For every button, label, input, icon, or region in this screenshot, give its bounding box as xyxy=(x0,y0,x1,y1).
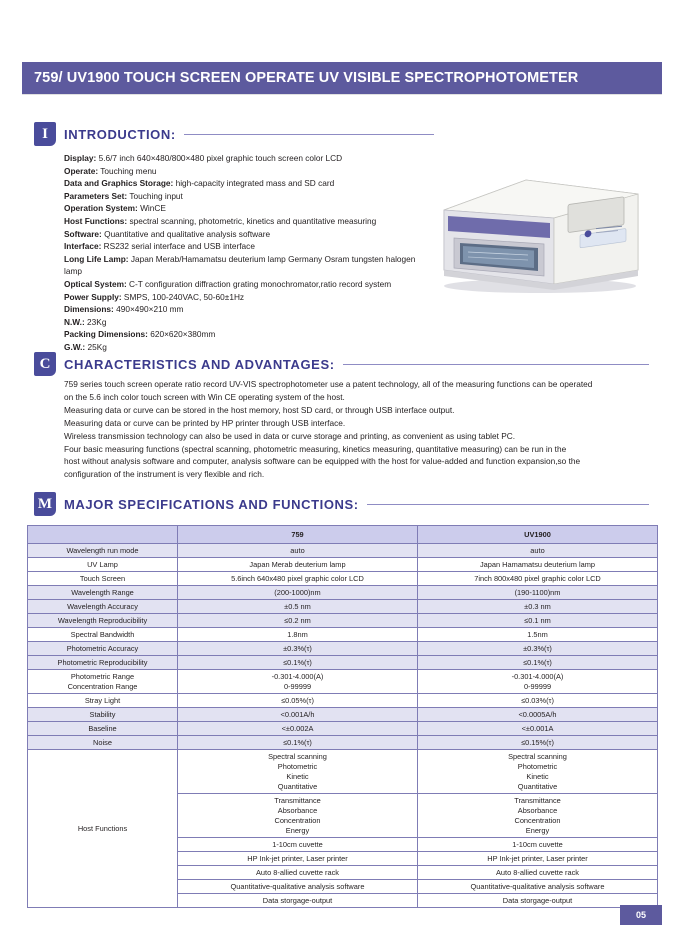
spec-parameter-label: Noise xyxy=(28,736,178,750)
host-function-value-759: Transmittance Absorbance Concentration Energy xyxy=(178,794,418,838)
table-row xyxy=(28,642,658,656)
host-function-value-uv1900: 1-10cm cuvette xyxy=(418,838,658,852)
introduction-item xyxy=(64,316,429,329)
host-function-value-uv1900: HP Ink-jet printer, Laser printer xyxy=(418,852,658,866)
introduction-item-value: 23Kg xyxy=(84,316,107,327)
column-header-uv1900: UV1900 xyxy=(418,526,658,544)
host-function-value-uv1900: Quantitative-qualitative analysis software xyxy=(418,880,658,894)
spec-value-uv1900: ±0.3%(τ) xyxy=(418,642,658,656)
section-rule xyxy=(184,134,434,135)
device-illustration xyxy=(430,158,648,298)
spec-value-uv1900: ≤0.1 nm xyxy=(418,614,658,628)
spec-value-759: ±0.3%(τ) xyxy=(178,642,418,656)
introduction-item xyxy=(64,291,429,304)
spec-value-uv1900: -0.301-4.000(A) 0-99999 xyxy=(418,670,658,694)
spec-parameter-label: Spectral Bandwidth xyxy=(28,628,178,642)
spec-parameter-label: Wavelength Range xyxy=(28,586,178,600)
table-header xyxy=(28,526,658,544)
spec-value-uv1900: <±0.001A xyxy=(418,722,658,736)
spec-value-759: <0.001A/h xyxy=(178,708,418,722)
spec-value-759: (200-1000)nm xyxy=(178,586,418,600)
spec-value-uv1900: <0.0005A/h xyxy=(418,708,658,722)
spec-value-759: ≤0.1%(τ) xyxy=(178,736,418,750)
introduction-item xyxy=(64,177,429,190)
table-row xyxy=(28,694,658,708)
introduction-item-value: Japan Merab/Hamamatsu deuterium lamp Germany Osram tungsten halogen lamp xyxy=(64,253,416,277)
characteristics-line: host without analysis software and computer, analysis software can be equipped with the host for value-added and function expansion,so the xyxy=(64,456,581,467)
spec-parameter-label: Stray Light xyxy=(28,694,178,708)
host-function-value-uv1900: Auto 8-allied cuvette rack xyxy=(418,866,658,880)
host-function-value-759: Data storgage-output xyxy=(178,894,418,908)
introduction-item-value: WinCE xyxy=(137,203,166,214)
spec-value-759: ≤0.1%(τ) xyxy=(178,656,418,670)
characteristics-paragraphs xyxy=(64,378,646,481)
spec-value-uv1900: ≤0.03%(τ) xyxy=(418,694,658,708)
page-number-badge xyxy=(620,905,662,925)
spec-value-uv1900: ±0.3 nm xyxy=(418,600,658,614)
introduction-item-label: Interface: xyxy=(64,241,102,252)
host-function-value-uv1900: Transmittance Absorbance Concentration Energy xyxy=(418,794,658,838)
host-function-value-uv1900: Spectral scanning Photometric Kinetic Quantitative xyxy=(418,750,658,794)
table-row xyxy=(28,656,658,670)
spec-parameter-label: Baseline xyxy=(28,722,178,736)
characteristics-line: on the 5.6 inch color touch screen with Win CE operating system of the host. xyxy=(64,391,345,402)
introduction-item-label: Software: xyxy=(64,228,102,239)
introduction-item xyxy=(64,303,429,316)
introduction-item xyxy=(64,165,429,178)
spec-value-uv1900: ≤0.1%(τ) xyxy=(418,656,658,670)
introduction-item xyxy=(64,240,429,253)
introduction-item-value: SMPS, 100-240VAC, 50-60±1Hz xyxy=(121,291,245,302)
table-row xyxy=(28,708,658,722)
spec-value-759: auto xyxy=(178,544,418,558)
section-heading-introduction xyxy=(34,122,434,146)
page-title-bar xyxy=(22,62,662,94)
spec-value-759: 5.6inch 640x480 pixel graphic color LCD xyxy=(178,572,418,586)
section-heading-characteristics xyxy=(34,352,649,376)
introduction-item-label: Packing Dimensions: xyxy=(64,329,148,340)
section-rule xyxy=(367,504,649,505)
section-badge-introduction: I xyxy=(34,122,56,146)
introduction-spec-list xyxy=(64,152,429,354)
characteristics-line: configuration of the instrument is very flexible and rich. xyxy=(64,469,265,480)
introduction-item-value: 5.6/7 inch 640×480/800×480 pixel graphic touch screen color LCD xyxy=(96,153,343,163)
spec-value-uv1900: Japan Hamamatsu deuterium lamp xyxy=(418,558,658,572)
introduction-item-value: Quantitative and qualitative analysis software xyxy=(101,228,271,239)
spec-parameter-label-host-functions: Host Functions xyxy=(28,750,178,908)
introduction-item-label: Optical System: xyxy=(64,278,127,289)
section-badge-specifications: M xyxy=(34,492,56,516)
host-function-value-759: 1-10cm cuvette xyxy=(178,838,418,852)
section-title-characteristics: CHARACTERISTICS AND ADVANTAGES: xyxy=(64,356,335,372)
table-row xyxy=(28,670,658,694)
introduction-item-value: Touching input xyxy=(127,190,183,201)
introduction-item-label: G.W.: xyxy=(64,341,86,352)
introduction-item-label: Dimensions: xyxy=(64,304,114,315)
section-title-introduction: INTRODUCTION: xyxy=(64,126,176,142)
spec-value-uv1900: ≤0.15%(τ) xyxy=(418,736,658,750)
introduction-item xyxy=(64,253,429,278)
introduction-item-value: high-capacity integrated mass and SD card xyxy=(173,178,335,189)
table-header-row xyxy=(28,526,658,544)
host-function-value-uv1900: Data storgage-output xyxy=(418,894,658,908)
spec-parameter-label: Wavelength Reproducibility xyxy=(28,614,178,628)
table-body xyxy=(28,544,658,908)
introduction-item-value: spectral scanning, photometric, kinetics and quantitative measuring xyxy=(127,215,377,226)
introduction-item-label: Operation System: xyxy=(64,203,138,214)
spec-value-759: ≤0.2 nm xyxy=(178,614,418,628)
spec-value-uv1900: 7inch 800x480 pixel graphic color LCD xyxy=(418,572,658,586)
host-function-value-759: HP Ink-jet printer, Laser printer xyxy=(178,852,418,866)
page-number: 05 xyxy=(635,910,646,920)
introduction-item-value: 490×490×210 mm xyxy=(113,304,184,315)
characteristics-line: Four basic measuring functions (spectral scanning, photometric measuring, kinetics measuring, quantitative measuring) can be run in the xyxy=(64,443,567,454)
characteristics-line: 759 series touch screen operate ratio record UV-VIS spectrophotometer use a patent technology, all of the measuring functions can be operated xyxy=(64,379,593,389)
section-rule xyxy=(343,364,649,365)
page-title: 759/ UV1900 TOUCH SCREEN OPERATE UV VISIBLE SPECTROPHOTOMETER xyxy=(34,70,579,86)
column-header-759: 759 xyxy=(178,526,418,544)
introduction-item xyxy=(64,202,429,215)
introduction-item-label: Display: xyxy=(64,153,97,163)
spec-value-759: Japan Merab deuterium lamp xyxy=(178,558,418,572)
table-row xyxy=(28,572,658,586)
introduction-item xyxy=(64,328,429,341)
spec-value-759: ±0.5 nm xyxy=(178,600,418,614)
table-row xyxy=(28,722,658,736)
spec-parameter-label: Stability xyxy=(28,708,178,722)
introduction-item-value: 25Kg xyxy=(85,341,107,352)
spec-parameter-label: Touch Screen xyxy=(28,572,178,586)
table-row xyxy=(28,736,658,750)
spec-value-759: -0.301-4.000(A) 0-99999 xyxy=(178,670,418,694)
spec-parameter-label: Wavelength Accuracy xyxy=(28,600,178,614)
introduction-item-value: C-T configuration diffraction grating monochromator,ratio record system xyxy=(126,278,392,289)
characteristics-line: Measuring data or curve can be printed by HP printer through USB interface. xyxy=(64,417,346,428)
characteristics-line: Wireless transmission technology can also be used in data or curve storage and printing, as convenient as using tablet PC. xyxy=(64,430,516,441)
section-title-specifications: MAJOR SPECIFICATIONS AND FUNCTIONS: xyxy=(64,496,359,512)
spec-parameter-label: Photometric Accuracy xyxy=(28,642,178,656)
spec-parameter-label: UV Lamp xyxy=(28,558,178,572)
table-row xyxy=(28,558,658,572)
table-row xyxy=(28,586,658,600)
host-function-value-759: Auto 8-allied cuvette rack xyxy=(178,866,418,880)
table-row xyxy=(28,628,658,642)
introduction-item-label: Parameters Set: xyxy=(64,190,128,201)
introduction-item-label: Long Life Lamp: xyxy=(64,253,129,264)
host-function-value-759: Quantitative-qualitative analysis software xyxy=(178,880,418,894)
host-function-value-759: Spectral scanning Photometric Kinetic Quantitative xyxy=(178,750,418,794)
column-header-parameter xyxy=(28,526,178,544)
spec-value-759: <±0.002A xyxy=(178,722,418,736)
characteristics-line: Measuring data or curve can be stored in the host memory, host SD card, or through USB interface output. xyxy=(64,404,455,415)
introduction-item-label: Data and Graphics Storage: xyxy=(64,178,174,189)
spec-value-759: 1.8nm xyxy=(178,628,418,642)
spec-value-uv1900: 1.5nm xyxy=(418,628,658,642)
table-row xyxy=(28,544,658,558)
table-row xyxy=(28,750,658,794)
introduction-item xyxy=(64,215,429,228)
introduction-item-label: Operate: xyxy=(64,165,99,176)
spec-value-759: ≤0.05%(τ) xyxy=(178,694,418,708)
section-badge-characteristics: C xyxy=(34,352,56,376)
introduction-item xyxy=(64,152,429,165)
spec-value-uv1900: auto xyxy=(418,544,658,558)
introduction-item-label: N.W.: xyxy=(64,316,85,327)
spec-parameter-label: Photometric Reproducibility xyxy=(28,656,178,670)
introduction-item xyxy=(64,228,429,241)
spec-value-uv1900: (190-1100)nm xyxy=(418,586,658,600)
spec-parameter-label: Photometric Range Concentration Range xyxy=(28,670,178,694)
introduction-item-label: Power Supply: xyxy=(64,291,122,302)
introduction-item-value: RS232 serial interface and USB interface xyxy=(101,241,255,252)
section-heading-specifications xyxy=(34,492,649,516)
introduction-item-value: Touching menu xyxy=(98,165,157,176)
specifications-table xyxy=(27,525,658,908)
introduction-item-label: Host Functions: xyxy=(64,215,128,226)
spectrophotometer-photo xyxy=(430,158,648,298)
table-row xyxy=(28,600,658,614)
spec-parameter-label: Wavelength run mode xyxy=(28,544,178,558)
introduction-item xyxy=(64,190,429,203)
table-row xyxy=(28,614,658,628)
introduction-item xyxy=(64,278,429,291)
introduction-item-value: 620×620×380mm xyxy=(147,329,216,340)
